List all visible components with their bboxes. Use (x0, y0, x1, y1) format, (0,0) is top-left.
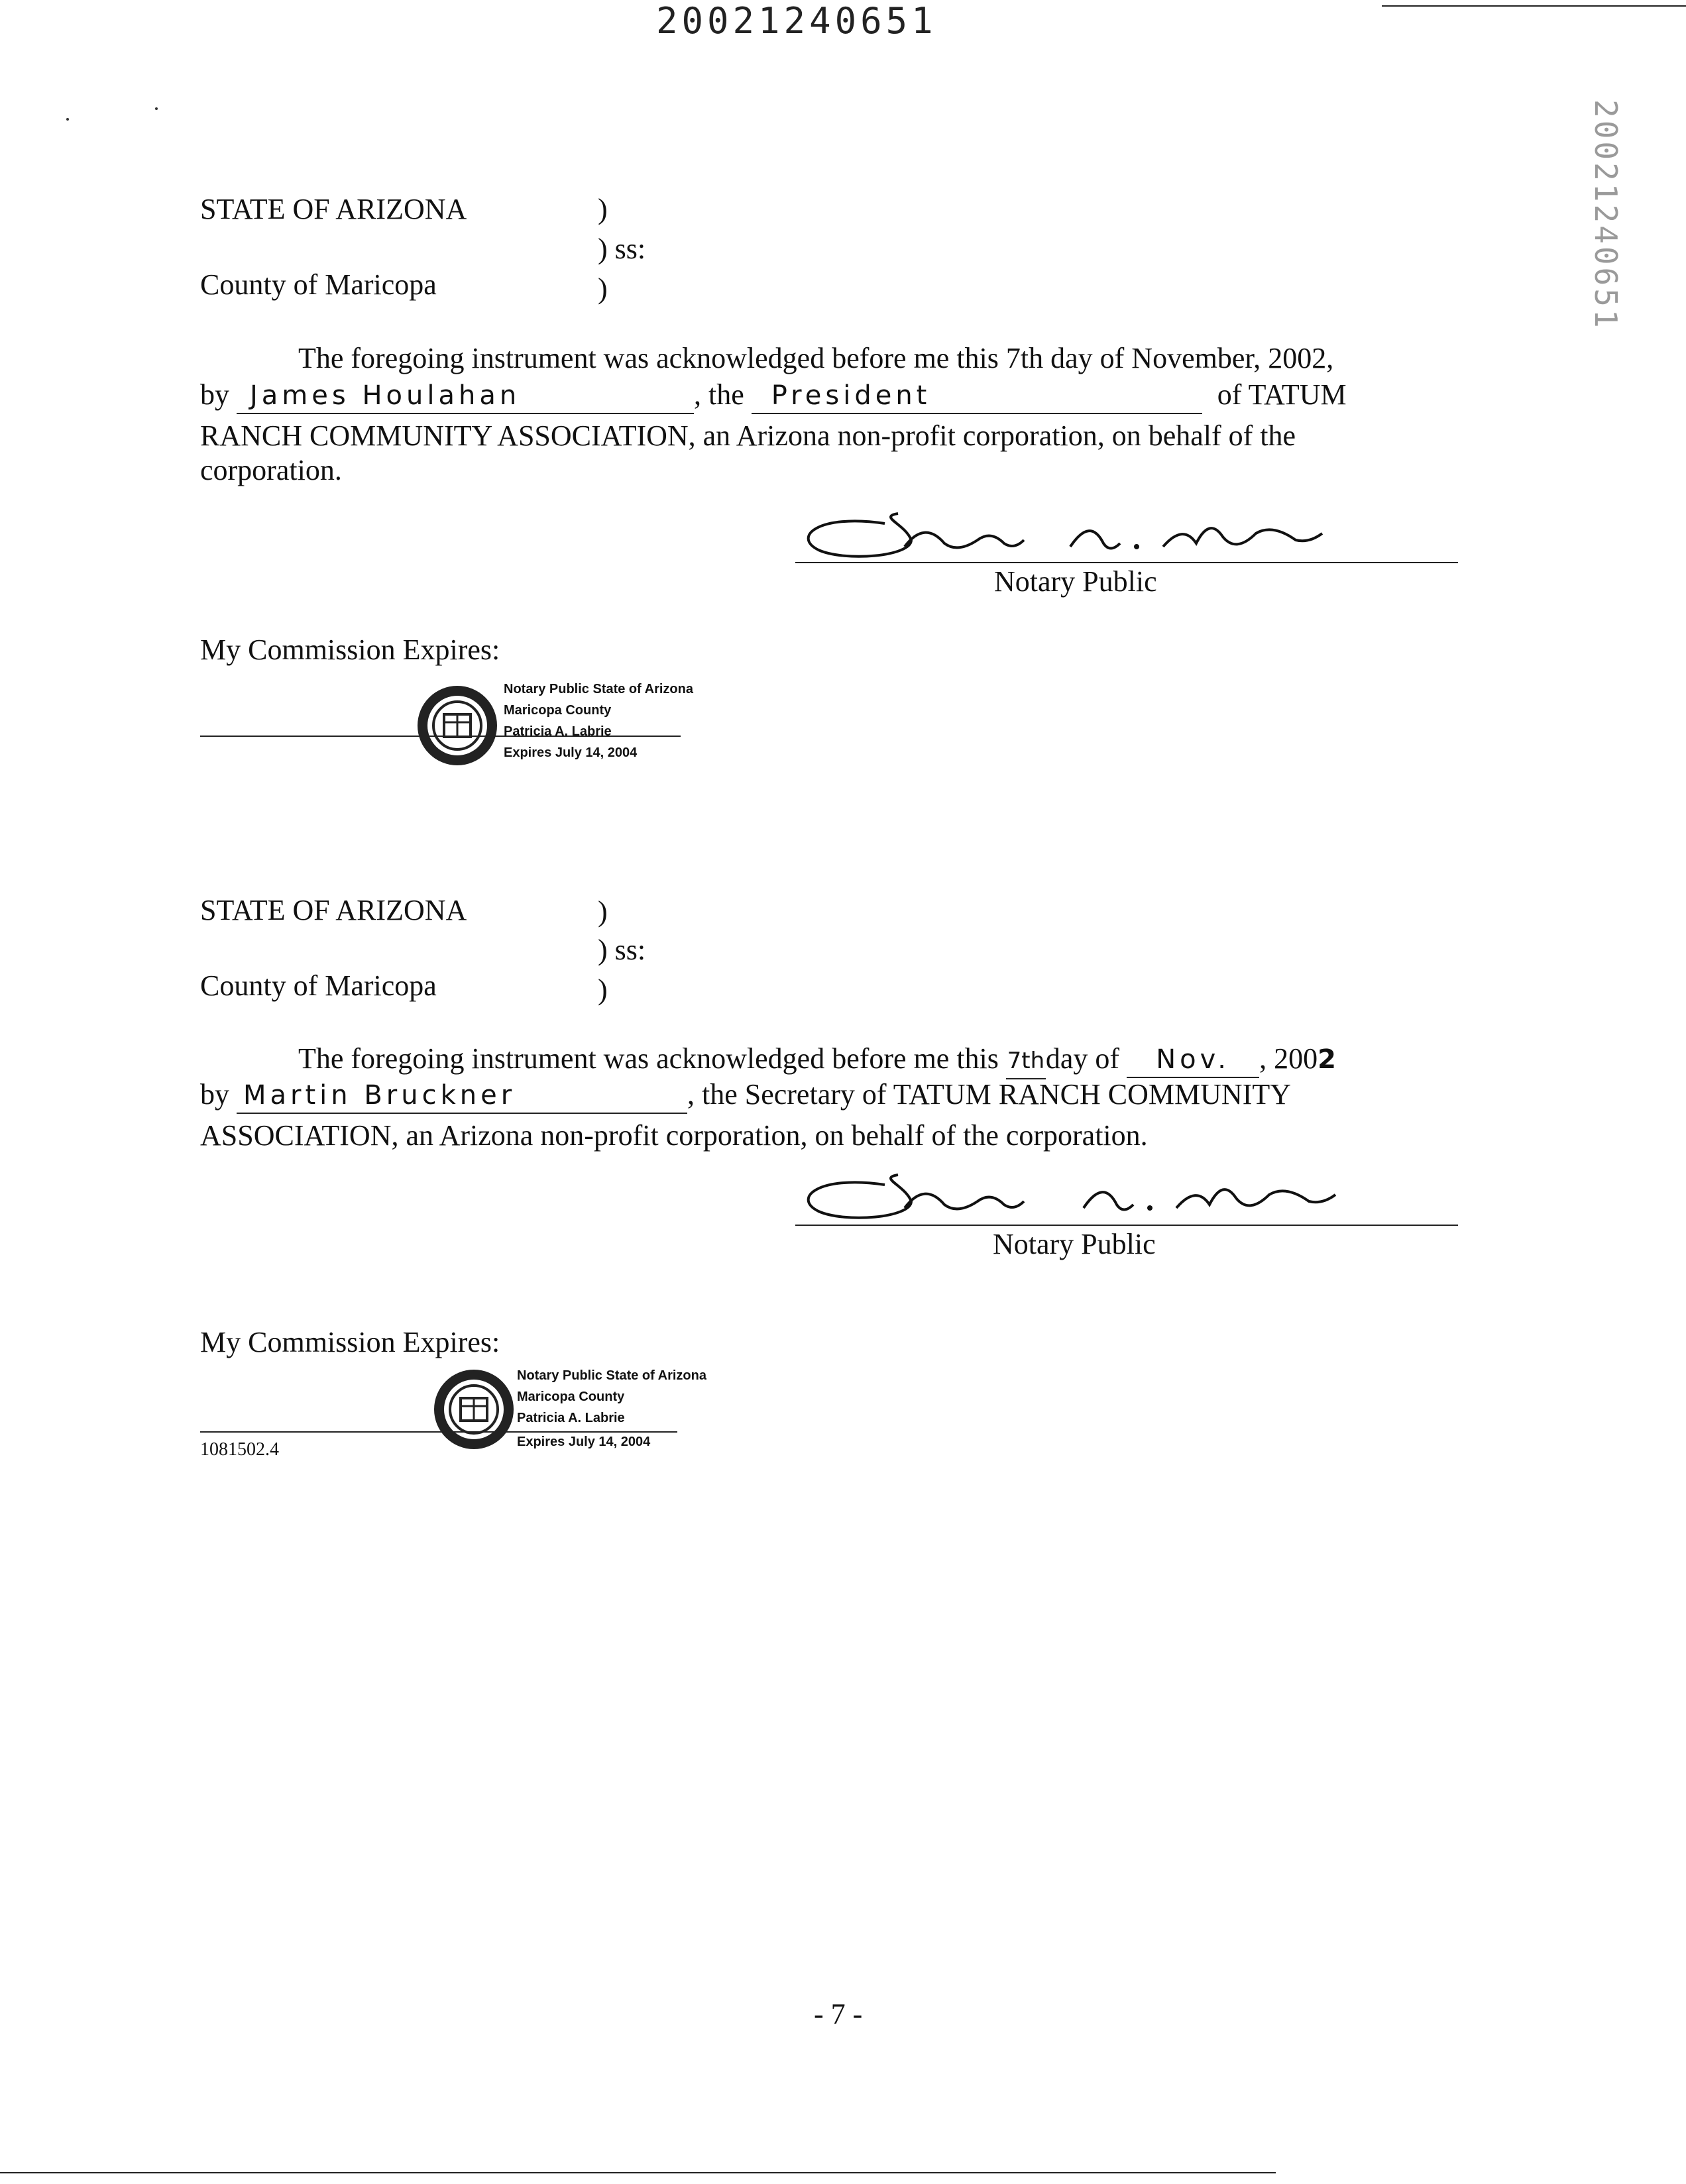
month-handwritten: Nov. (1156, 1044, 1230, 1075)
seal-text (504, 679, 693, 763)
document-reference: 1081502.4 (200, 1439, 279, 1460)
year-prefix: , 200 (1259, 1042, 1318, 1075)
acknowledgment-line (298, 1042, 1491, 1079)
seal-text (517, 1365, 706, 1452)
venue-paren: ) (598, 193, 608, 225)
venue-paren: ) (598, 895, 608, 928)
acknowledgment-by-line (200, 1077, 1499, 1114)
commission-expires-label: My Commission Expires: (200, 1326, 500, 1358)
ack-text: The foregoing instrument was acknowledged before me this (298, 1042, 999, 1075)
seal-line: Maricopa County (504, 703, 612, 718)
signature-line (795, 1225, 1458, 1226)
signer-name-handwritten: James Houlahan (250, 380, 521, 411)
notary-seal-icon (431, 1366, 517, 1452)
day-field (1006, 1042, 1046, 1079)
notary-signature (792, 510, 1375, 563)
side-recording-number: 20021240651 (1588, 99, 1624, 331)
seal-line: Notary Public State of Arizona (504, 682, 693, 696)
signer-title-handwritten: President (771, 380, 931, 411)
notary-signature (792, 1172, 1375, 1225)
recording-number: 20021240651 (656, 0, 937, 42)
signature-line (795, 562, 1458, 563)
seal-line: Maricopa County (517, 1390, 625, 1404)
signer-name-field (237, 378, 694, 414)
acknowledgment-line: The foregoing instrument was acknowledged before me this 7th day of November, 2002, (298, 342, 1334, 374)
commission-expires-label: My Commission Expires: (200, 633, 500, 666)
the-label: , the (694, 378, 744, 411)
notary-public-label: Notary Public (993, 1228, 1156, 1260)
seal-line: Patricia A. Labrie (504, 724, 612, 739)
seal-line: Patricia A. Labrie (517, 1411, 625, 1425)
day-handwritten: 7th (1007, 1048, 1045, 1074)
acknowledgment-line: ASSOCIATION, an Arizona non-profit corporation, on behalf of the corporation. (200, 1119, 1148, 1152)
top-right-rule (1382, 5, 1686, 7)
venue-paren: ) (598, 973, 608, 1006)
month-field (1127, 1042, 1259, 1078)
seal-line: Notary Public State of Arizona (517, 1368, 706, 1383)
signer-title-field (752, 378, 1202, 414)
scan-speck (155, 107, 158, 110)
notary-seal-icon (414, 682, 500, 769)
venue-ss: ) ss: (598, 233, 646, 265)
seal-line: Expires July 14, 2004 (517, 1435, 651, 1449)
county-heading: County of Maricopa (200, 969, 437, 1002)
page-number: - 7 - (814, 1998, 863, 2030)
state-heading: STATE OF ARIZONA (200, 894, 467, 926)
state-heading: STATE OF ARIZONA (200, 193, 467, 225)
secretary-text: , the Secretary of TATUM RANCH COMMUNITY (687, 1078, 1292, 1111)
day-of-label: day of (1045, 1042, 1120, 1075)
scan-speck (66, 118, 69, 121)
bottom-rule (0, 2172, 1276, 2173)
of-tatum-label: of TATUM (1217, 378, 1347, 411)
signer-name-handwritten: Martin Bruckner (243, 1080, 516, 1111)
acknowledgment-by-line (200, 378, 1499, 414)
signer-name-field (237, 1077, 687, 1114)
venue-ss: ) ss: (598, 934, 646, 966)
acknowledgment-line: RANCH COMMUNITY ASSOCIATION, an Arizona non-profit corporation, on behalf of the (200, 419, 1296, 452)
by-label: by (200, 1078, 229, 1111)
seal-line: Expires July 14, 2004 (504, 745, 638, 760)
notary-public-label: Notary Public (994, 565, 1157, 598)
year-handwritten: 2 (1318, 1044, 1336, 1075)
venue-paren: ) (598, 272, 608, 305)
county-heading: County of Maricopa (200, 268, 437, 301)
acknowledgment-line: corporation. (200, 454, 342, 486)
by-label: by (200, 378, 229, 411)
